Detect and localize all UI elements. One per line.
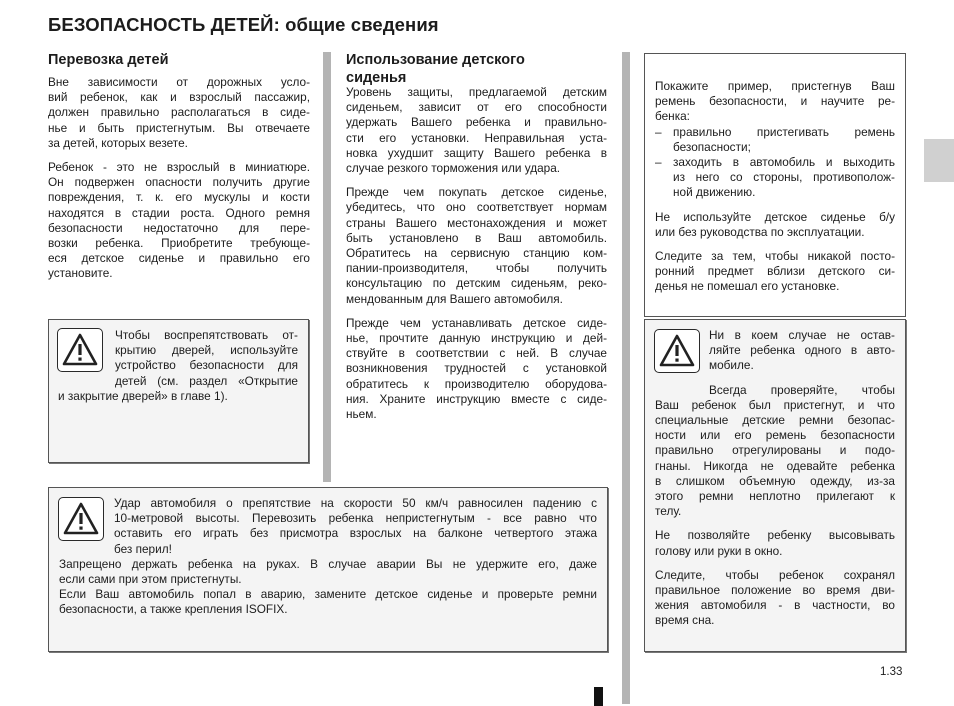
text-line: пании-производителя, чтобы получить bbox=[346, 261, 607, 276]
bullet-dash: – bbox=[655, 124, 662, 139]
chapter-tab bbox=[924, 139, 954, 182]
info-paragraph-2 bbox=[655, 210, 895, 240]
column-separator-2 bbox=[622, 52, 630, 704]
text-line: Вне зависимости от дорожных усло- bbox=[48, 75, 310, 89]
col2-paragraph-3 bbox=[346, 316, 607, 422]
text-line: за детей, которых везете. bbox=[48, 135, 188, 150]
text-line: в слишком объемную одежду, из-за bbox=[655, 473, 895, 488]
text-line: заходить в автомобиль и выходить bbox=[673, 155, 895, 170]
text-line: Ребенок - это не взрослый в миниатюре. bbox=[48, 160, 310, 175]
text-line: новка ухудшит защиту Вашего ребенка в bbox=[346, 145, 607, 160]
warning-line: безопасности, а также крепления ISOFIX. bbox=[59, 602, 288, 617]
heading-line: сиденья bbox=[346, 70, 407, 86]
text-line: удержать Вашего ребенка и правильно- bbox=[346, 115, 607, 130]
warning-line: без перил! bbox=[114, 541, 172, 556]
warning-line: Если Ваш автомобиль попал в аварию, замените детское сиденье и проверьте ремни bbox=[59, 587, 597, 602]
text-line: находятся в стадии роста. Одного ремня bbox=[48, 205, 310, 220]
bullet-dash: – bbox=[655, 155, 662, 170]
text-line: из него со стороны, противополож- bbox=[673, 170, 895, 185]
text-line: обратитесь к производителю оборудова- bbox=[346, 376, 607, 391]
text-line: ния. Храните инструкцию вместе с сиде- bbox=[346, 391, 607, 406]
text-line: случае резкого торможения или удара. bbox=[346, 161, 561, 176]
text-line: возникновения трудностей с установкой bbox=[346, 361, 607, 376]
text-line: возки ребенка. Приобретите требующе- bbox=[48, 236, 310, 251]
text-line: сиденьем, зависит от его способности bbox=[346, 100, 607, 115]
text-line: нье, прочтите данную инструкцию и дей- bbox=[346, 331, 607, 346]
page-mark bbox=[594, 687, 603, 706]
text-line: бенка: bbox=[655, 109, 690, 124]
column-separator-1 bbox=[323, 52, 331, 482]
warning-box-doors bbox=[48, 319, 309, 463]
text-line: установите. bbox=[48, 266, 113, 281]
warning-line: 10-метровой высоты. Перевозить ребенка непристегнутым - все равно что bbox=[114, 511, 597, 526]
col2-paragraph-1 bbox=[346, 85, 607, 176]
text-line: вий ребенок, как и взрослый пассажир, bbox=[48, 90, 310, 105]
warning-line: детей (см. раздел «Открытие bbox=[115, 373, 298, 388]
warning-box-child-alone bbox=[644, 319, 906, 652]
warning-line: крытию дверей, используйте bbox=[115, 343, 298, 358]
heading-line: Использование детского bbox=[346, 52, 525, 68]
info-bullets bbox=[655, 125, 895, 201]
text-line: телу. bbox=[655, 504, 682, 519]
text-line: Он подвержен опасности получить другие bbox=[48, 175, 310, 190]
text-line: Следите за тем, чтобы никакой посто- bbox=[655, 249, 895, 264]
col2-paragraph-2 bbox=[346, 185, 607, 307]
col2-text bbox=[346, 85, 607, 431]
warning-line: Удар автомобиля о препятствие на скорости 50 км/ч равносилен падению с bbox=[114, 496, 597, 510]
info-paragraph-3 bbox=[655, 249, 895, 295]
page-number: 1.33 bbox=[880, 666, 903, 678]
text-line: правильно пристегивать ремень bbox=[673, 124, 895, 139]
text-line: должен правильно располагаться в сиде- bbox=[48, 105, 310, 120]
warning-paragraph-3 bbox=[655, 528, 895, 558]
text-line: ньем. bbox=[346, 407, 377, 422]
text-line: время сна. bbox=[655, 613, 715, 628]
section-heading-child-seat bbox=[346, 51, 525, 87]
text-line: быть установлено в Ваш автомобиль. bbox=[346, 230, 607, 245]
text-line: безопасности недостаточно для пере- bbox=[48, 220, 310, 235]
bullet-item bbox=[655, 125, 895, 155]
warning-text-impact bbox=[59, 496, 597, 618]
text-line: Покажите пример, пристегнув Ваш bbox=[655, 79, 895, 93]
info-box-example bbox=[644, 53, 906, 317]
text-line: Следите, чтобы ребенок сохранял bbox=[655, 567, 895, 582]
text-line: Не используйте детское сиденье б/у bbox=[655, 209, 895, 224]
text-line: ности или его ремень безопасности bbox=[655, 428, 895, 443]
text-line: сти его установки. Неправильная уста- bbox=[346, 130, 607, 145]
bullet-item bbox=[655, 155, 895, 201]
warning-line: Запрещено держать ребенка на руках. В случае аварии Вы не удержите его, даже bbox=[59, 556, 597, 571]
text-line: голову или руки в окно. bbox=[655, 543, 783, 558]
page-title: БЕЗОПАСНОСТЬ ДЕТЕЙ: общие сведения bbox=[48, 14, 439, 35]
text-line: ствуйте в соответствии с ней. В случае bbox=[346, 346, 607, 361]
text-line: Не позволяйте ребенку высовывать bbox=[655, 528, 895, 543]
text-line: ремень безопасности, и научите ре- bbox=[655, 94, 895, 109]
text-line: гнаны. Никогда не одевайте ребенка bbox=[655, 458, 895, 473]
text-line: этого ремни неплотно прилегают к bbox=[655, 489, 895, 504]
text-line: Уровень защиты, предлагаемой детским bbox=[346, 85, 607, 99]
warning-text-doors bbox=[58, 328, 298, 404]
warning-line: мобиле. bbox=[709, 358, 754, 373]
text-line: специальные детские ремни безопас- bbox=[655, 413, 895, 428]
text-line: убедитесь, что оно соответствует нормам bbox=[346, 200, 607, 215]
warning-line: ляйте ребенка одного в авто- bbox=[709, 343, 895, 358]
text-line: нье и быть пристегнутым. Вы отвечаете bbox=[48, 120, 310, 135]
text-line: страны Вашего местонахождения и может bbox=[346, 215, 607, 230]
text-line: Прежде чем покупать детское сиденье, bbox=[346, 185, 607, 200]
warning-line: и закрытие дверей» в главе 1). bbox=[58, 388, 228, 403]
section-heading-child-transport: Перевозка детей bbox=[48, 52, 169, 68]
warning-box-impact bbox=[48, 487, 608, 652]
text-line: денья не помешал его установке. bbox=[655, 279, 840, 294]
text-line: повреждения, т. к. его мускулы и кости bbox=[48, 190, 310, 205]
info-intro bbox=[655, 79, 895, 125]
text-line: ронний предмет вблизи детского си- bbox=[655, 264, 895, 279]
text-line: Прежде чем устанавливать детское сиде- bbox=[346, 315, 607, 330]
warning-line: если сами при этом пристегнуты. bbox=[59, 572, 242, 587]
col1-paragraph-2 bbox=[48, 160, 310, 282]
text-line: правильное положение во время дви- bbox=[655, 583, 895, 598]
text-line: жения автомобиля - в частности, во bbox=[655, 598, 895, 613]
warning-line: Чтобы воспрепятствовать от- bbox=[115, 328, 298, 342]
warning-line: Ни в коем случае не остав- bbox=[709, 328, 895, 342]
col1-text bbox=[48, 75, 310, 291]
text-line: или без руководства по эксплуатации. bbox=[655, 224, 865, 239]
info-box-text bbox=[655, 79, 895, 304]
warning-line: устройство безопасности для bbox=[115, 358, 298, 373]
text-line: еся детское сиденье и правильно его bbox=[48, 251, 310, 266]
text-line: мендованным для Вашего автомобиля. bbox=[346, 291, 563, 306]
warning-line: оставить его играть без присмотра взрослых на балконе четвертого этажа bbox=[114, 526, 597, 541]
text-line: ной движению. bbox=[673, 185, 756, 200]
text-line: безопасности; bbox=[673, 139, 751, 154]
warning-text-child-alone bbox=[655, 328, 895, 638]
warning-paragraph-4 bbox=[655, 568, 895, 629]
warning-paragraph-2 bbox=[655, 383, 895, 520]
text-line: консультацию по детским сиденьям, реко- bbox=[346, 276, 607, 291]
text-line: Ваш ребенок был пристегнут, и что bbox=[655, 397, 895, 412]
text-line: Всегда проверяйте, чтобы bbox=[709, 382, 895, 397]
col1-paragraph-1 bbox=[48, 75, 310, 151]
text-line: правильно отрегулированы и подо- bbox=[655, 443, 895, 458]
text-line: Обратитесь на сервисную станцию ком- bbox=[346, 246, 607, 261]
